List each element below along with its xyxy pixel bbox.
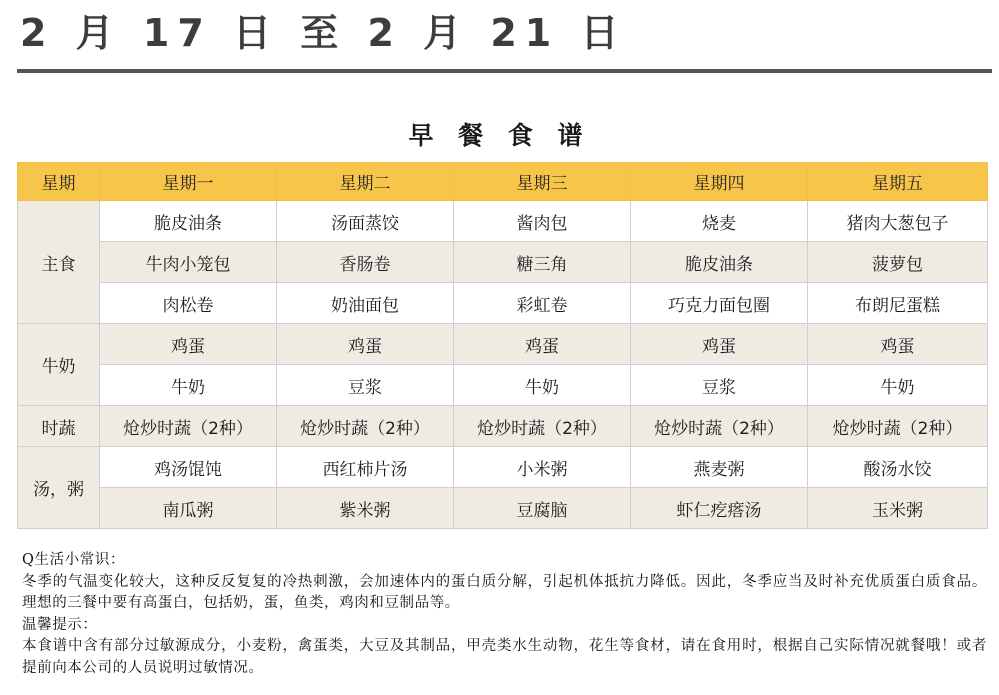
- table-row: [18, 201, 988, 242]
- table-header-row: [18, 163, 988, 201]
- column-header-monday: 星期一: [100, 163, 277, 201]
- menu-cell: 鸡蛋: [808, 324, 988, 365]
- category-staple: 主食: [18, 201, 100, 324]
- category-milk: 牛奶: [18, 324, 100, 406]
- column-header-weekday: 星期: [18, 163, 100, 201]
- notes-section: [22, 550, 987, 680]
- menu-cell: 菠萝包: [808, 242, 988, 283]
- menu-cell: 炝炒时蔬（2种）: [454, 406, 631, 447]
- menu-cell: 鸡蛋: [277, 324, 454, 365]
- column-header-wednesday: 星期三: [454, 163, 631, 201]
- column-header-friday: 星期五: [808, 163, 988, 201]
- menu-cell: 炝炒时蔬（2种）: [808, 406, 988, 447]
- menu-cell: 肉松卷: [100, 283, 277, 324]
- menu-cell: 西红柿片汤: [277, 447, 454, 488]
- tips-heading: Q生活小常识：: [22, 552, 126, 568]
- menu-cell: 鸡蛋: [631, 324, 808, 365]
- menu-cell: 紫米粥: [277, 488, 454, 529]
- menu-title: 早 餐 食 谱: [408, 121, 591, 150]
- menu-cell: 脆皮油条: [100, 201, 277, 242]
- table-row: [18, 324, 988, 365]
- column-header-thursday: 星期四: [631, 163, 808, 201]
- menu-cell: 牛奶: [808, 365, 988, 406]
- menu-cell: 鸡汤馄饨: [100, 447, 277, 488]
- menu-cell: 鸡蛋: [454, 324, 631, 365]
- menu-cell: 炝炒时蔬（2种）: [277, 406, 454, 447]
- breakfast-menu-table: [17, 162, 988, 529]
- menu-cell: 酸汤水饺: [808, 447, 988, 488]
- header-divider: [17, 69, 992, 73]
- category-vegetables: 时蔬: [18, 406, 100, 447]
- tips-text: 冬季的气温变化较大，这种反反复复的冷热刺激，会加速体内的蛋白质分解，引起机体抵抗力降低。因此，冬季应当及时补充优质蛋白质食品。理想的三餐中要有高蛋白，包括奶，蛋，鱼类，鸡肉和豆制品等。: [22, 573, 987, 612]
- menu-cell: 香肠卷: [277, 242, 454, 283]
- menu-cell: 烧麦: [631, 201, 808, 242]
- column-header-tuesday: 星期二: [277, 163, 454, 201]
- table-row: [18, 242, 988, 283]
- menu-cell: 糖三角: [454, 242, 631, 283]
- menu-cell: 汤面蒸饺: [277, 201, 454, 242]
- menu-cell: 彩虹卷: [454, 283, 631, 324]
- table-row: [18, 365, 988, 406]
- menu-cell: 脆皮油条: [631, 242, 808, 283]
- menu-cell: 布朗尼蛋糕: [808, 283, 988, 324]
- menu-cell: 巧克力面包圈: [631, 283, 808, 324]
- menu-cell: 豆腐脑: [454, 488, 631, 529]
- table-row: [18, 283, 988, 324]
- menu-cell: 猪肉大葱包子: [808, 201, 988, 242]
- menu-cell: 炝炒时蔬（2种）: [100, 406, 277, 447]
- reminder-heading: 温馨提示：: [22, 616, 98, 633]
- table-row: [18, 447, 988, 488]
- menu-cell: 牛奶: [100, 365, 277, 406]
- menu-cell: 小米粥: [454, 447, 631, 488]
- menu-cell: 牛奶: [454, 365, 631, 406]
- menu-cell: 豆浆: [631, 365, 808, 406]
- category-soup-porridge: 汤，粥: [18, 447, 100, 529]
- menu-cell: 酱肉包: [454, 201, 631, 242]
- menu-cell: 虾仁疙瘩汤: [631, 488, 808, 529]
- table-row: [18, 488, 988, 529]
- menu-cell: 奶油面包: [277, 283, 454, 324]
- menu-cell: 南瓜粥: [100, 488, 277, 529]
- menu-cell: 豆浆: [277, 365, 454, 406]
- menu-cell: 燕麦粥: [631, 447, 808, 488]
- menu-cell: 鸡蛋: [100, 324, 277, 365]
- reminder-text: 本食谱中含有部分过敏源成分，小麦粉，禽蛋类，大豆及其制品，甲壳类水生动物，花生等食材，请在食用时，根据自己实际情况就餐哦！或者提前向本公司的人员说明过敏情况。: [22, 638, 987, 676]
- table-row: [18, 406, 988, 447]
- menu-cell: 玉米粥: [808, 488, 988, 529]
- menu-cell: 牛肉小笼包: [100, 242, 277, 283]
- menu-cell: 炝炒时蔬（2种）: [631, 406, 808, 447]
- date-range-title: 2 月 17 日 至 2 月 21 日: [20, 11, 627, 55]
